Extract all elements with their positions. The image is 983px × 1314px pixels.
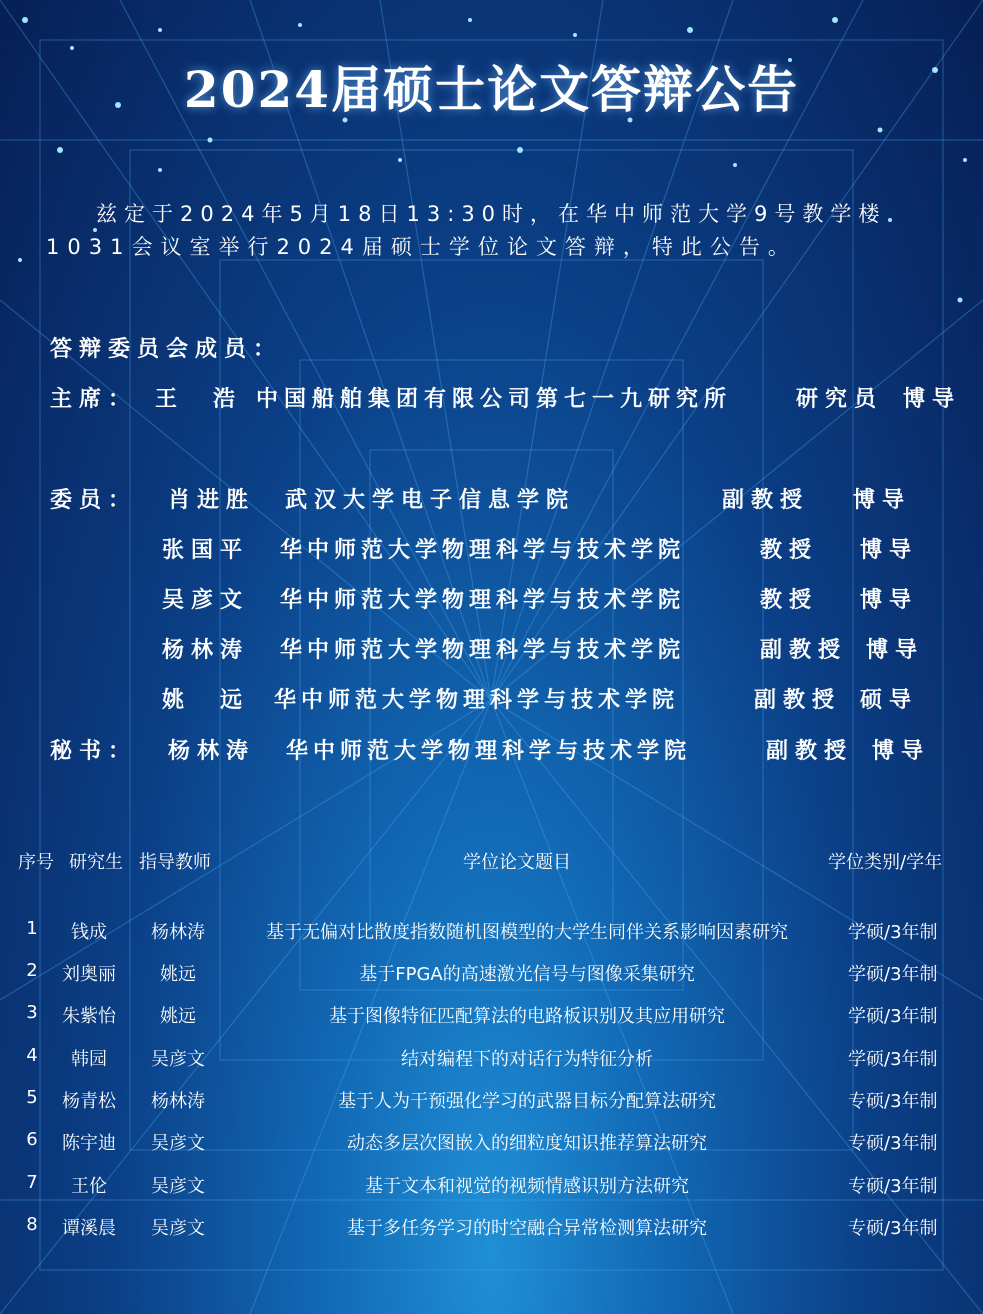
- member-supervisor: 博导: [860, 538, 919, 563]
- chair-role-label: 主席：: [50, 387, 138, 412]
- member-title: 副教授: [722, 488, 810, 513]
- member-organization: 武汉大学电子信息学院: [285, 488, 576, 513]
- member-name: 姚 远: [162, 688, 250, 713]
- chair-organization: 中国船舶集团有限公司第七一九研究所: [256, 387, 733, 412]
- row-no: 5: [26, 1087, 38, 1108]
- row-topic: 结对编程下的对话行为特征分析: [401, 1049, 653, 1070]
- row-no: 8: [26, 1214, 38, 1235]
- row-type: 专硕/3年制: [848, 1133, 938, 1154]
- member-name: 杨林涛: [162, 638, 250, 663]
- row-topic: 基于FPGA的高速激光信号与图像采集研究: [359, 964, 695, 985]
- member-organization: 华中师范大学物理科学与技术学院: [280, 638, 686, 663]
- row-type: 学硕/3年制: [848, 922, 938, 943]
- row-topic: 动态多层次图嵌入的细粒度知识推荐算法研究: [347, 1133, 707, 1154]
- row-advisor: 吴彦文: [151, 1049, 205, 1070]
- member-title: 教授: [760, 538, 819, 563]
- row-topic: 基于人为干预强化学习的武器目标分配算法研究: [338, 1091, 716, 1112]
- row-student: 刘奥丽: [62, 964, 116, 985]
- table-header-type: 学位类别/学年: [828, 852, 943, 873]
- member-title: 副教授: [754, 688, 842, 713]
- row-no: 3: [26, 1002, 38, 1023]
- member-supervisor: 硕导: [860, 688, 919, 713]
- row-no: 2: [26, 960, 38, 981]
- member-supervisor: 博导: [860, 588, 919, 613]
- announcement-line-2: 1031会议室举行2024届硕士学位论文答辩，特此公告。: [46, 235, 797, 259]
- table-header-topic: 学位论文题目: [463, 852, 571, 873]
- row-advisor: 姚远: [160, 1006, 196, 1027]
- row-type: 学硕/3年制: [848, 964, 938, 985]
- table-header-student: 研究生: [69, 852, 123, 873]
- members-role-label: 委员：: [50, 488, 138, 513]
- row-type: 学硕/3年制: [848, 1049, 938, 1070]
- row-advisor: 杨林涛: [151, 1091, 205, 1112]
- row-advisor: 姚远: [160, 964, 196, 985]
- secretary-title: 副教授: [766, 739, 854, 764]
- row-student: 朱紫怡: [62, 1006, 116, 1027]
- table-header-no: 序号: [18, 852, 54, 873]
- page-title: 2024届硕士论文答辩公告: [183, 60, 800, 119]
- member-organization: 华中师范大学物理科学与技术学院: [280, 538, 686, 563]
- secretary-organization: 华中师范大学物理科学与技术学院: [286, 739, 692, 764]
- secretary-supervisor: 博导: [872, 739, 931, 764]
- announcement-line-1: 兹定于2024年5月18日13:30时，在华中师范大学9号教学楼: [96, 202, 887, 226]
- secretary-name: 杨林涛: [168, 739, 256, 764]
- row-student: 杨青松: [62, 1091, 116, 1112]
- row-type: 专硕/3年制: [848, 1091, 938, 1112]
- row-no: 6: [26, 1129, 38, 1150]
- member-title: 教授: [760, 588, 819, 613]
- row-student: 王伦: [71, 1176, 107, 1197]
- row-no: 4: [26, 1045, 38, 1066]
- table-header-advisor: 指导教师: [139, 852, 211, 873]
- chair-title: 研究员: [796, 387, 884, 412]
- row-topic: 基于图像特征匹配算法的电路板识别及其应用研究: [329, 1006, 725, 1027]
- row-type: 专硕/3年制: [848, 1218, 938, 1239]
- row-advisor: 吴彦文: [151, 1176, 205, 1197]
- row-student: 谭溪晨: [62, 1218, 116, 1239]
- member-name: 肖进胜: [168, 488, 256, 513]
- row-topic: 基于文本和视觉的视频情感识别方法研究: [365, 1176, 689, 1197]
- row-advisor: 吴彦文: [151, 1218, 205, 1239]
- member-title: 副教授: [760, 638, 848, 663]
- committee-heading: 答辩委员会成员：: [50, 337, 283, 362]
- chair-name: 王 浩: [155, 387, 243, 412]
- row-no: 1: [26, 918, 38, 939]
- member-supervisor: 博导: [853, 488, 912, 513]
- member-name: 吴彦文: [162, 588, 250, 613]
- secretary-role-label: 秘书：: [50, 739, 138, 764]
- row-student: 陈宇迪: [62, 1133, 116, 1154]
- row-student: 钱成: [71, 922, 107, 943]
- row-topic: 基于多任务学习的时空融合异常检测算法研究: [347, 1218, 707, 1239]
- row-topic: 基于无偏对比散度指数随机图模型的大学生同伴关系影响因素研究: [266, 922, 788, 943]
- row-advisor: 杨林涛: [151, 922, 205, 943]
- member-name: 张国平: [162, 538, 250, 563]
- row-type: 学硕/3年制: [848, 1006, 938, 1027]
- row-advisor: 吴彦文: [151, 1133, 205, 1154]
- row-type: 专硕/3年制: [848, 1176, 938, 1197]
- member-supervisor: 博导: [866, 638, 925, 663]
- member-organization: 华中师范大学物理科学与技术学院: [280, 588, 686, 613]
- row-no: 7: [26, 1172, 38, 1193]
- member-organization: 华中师范大学物理科学与技术学院: [274, 688, 680, 713]
- row-student: 韩园: [71, 1049, 107, 1070]
- chair-supervisor: 博导: [903, 387, 962, 412]
